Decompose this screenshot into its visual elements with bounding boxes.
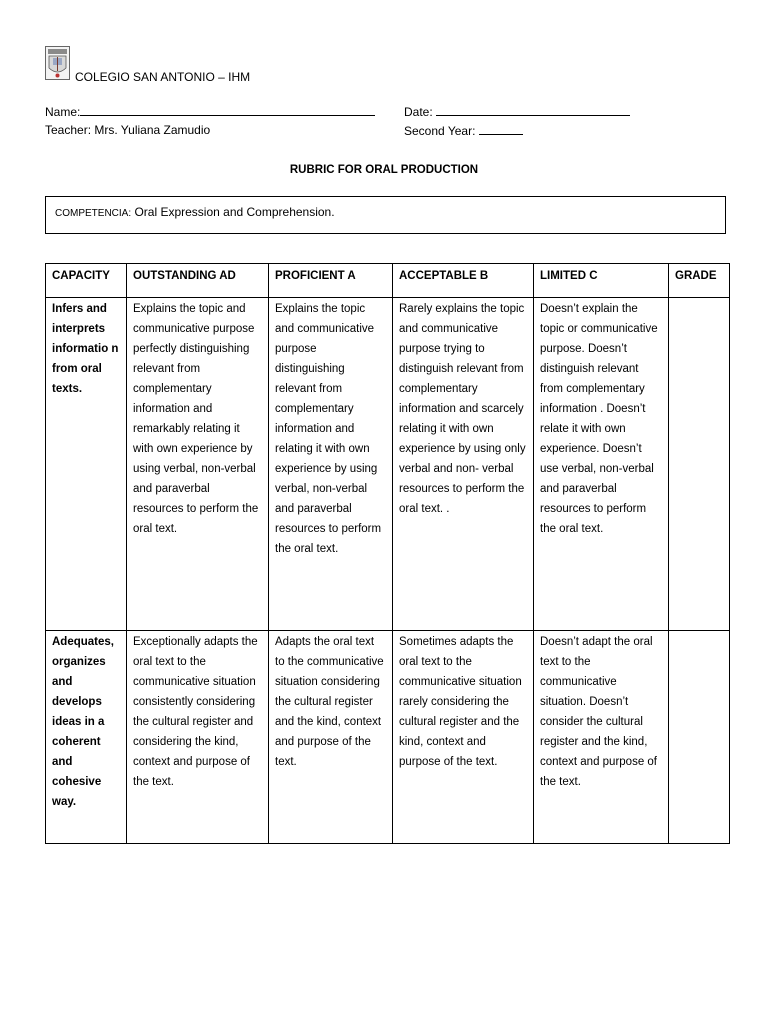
proficient-cell: Explains the topic and communicative purpose distinguishing relevant from complementary information and relating it with own experience by using verbal, non-verbal and paraverbal resources to perform the oral text. xyxy=(269,298,393,631)
name-label: Name: xyxy=(45,105,81,119)
document-title: RUBRIC FOR ORAL PRODUCTION xyxy=(289,164,479,176)
outstanding-cell: Explains the topic and communicative purpose perfectly distinguishing relevant from complementary information and remarkably relating it with own experience by using verbal, non-verbal and paraverbal resources to perform the oral text. xyxy=(127,298,269,631)
school-crest-logo xyxy=(45,46,70,80)
date-label: Date: xyxy=(404,105,433,119)
year-field xyxy=(404,123,523,138)
year-label: Second Year: xyxy=(404,124,476,138)
header-limited: LIMITED C xyxy=(534,264,669,298)
capacity-cell: Infers and interprets informatio n from oral texts. xyxy=(46,298,127,631)
name-field xyxy=(45,104,375,119)
grade-cell[interactable] xyxy=(669,298,730,631)
acceptable-cell: Rarely explains the topic and communicative purpose trying to distinguish relevant from complementary information and scarcely relating it with own experience by using only verbal and non- verbal resources to perform the oral text. . xyxy=(393,298,534,631)
table-row xyxy=(46,298,730,631)
table-header-row xyxy=(46,264,730,298)
teacher-line: Teacher: Mrs. Yuliana Zamudio xyxy=(45,123,211,137)
acceptable-cell: Sometimes adapts the oral text to the communicative situation rarely considering the cultural register and the kind, context and purpose of the text. xyxy=(393,631,534,844)
outstanding-cell: Exceptionally adapts the oral text to the communicative situation consistently considering the cultural register and considering the kind, context and purpose of the text. xyxy=(127,631,269,844)
header-grade: GRADE xyxy=(669,264,730,298)
grade-cell[interactable] xyxy=(669,631,730,844)
competencia-text: Oral Expression and Comprehension. xyxy=(131,205,335,219)
date-field xyxy=(404,104,630,119)
year-blank-line[interactable] xyxy=(479,123,523,135)
rubric-table xyxy=(45,263,730,844)
competencia-label: COMPETENCIA: xyxy=(55,208,132,219)
date-blank-line[interactable] xyxy=(436,104,630,116)
header-acceptable: ACCEPTABLE B xyxy=(393,264,534,298)
proficient-cell: Adapts the oral text to the communicative situation considering the cultural register and the kind, context and purpose of the text. xyxy=(269,631,393,844)
header-proficient: PROFICIENT A xyxy=(269,264,393,298)
competencia-box xyxy=(45,196,726,234)
capacity-cell: Adequates, organizes and develops ideas in a coherent and cohesive way. xyxy=(46,631,127,844)
header-capacity: CAPACITY xyxy=(46,264,127,298)
name-blank-line[interactable] xyxy=(80,104,375,116)
school-name: COLEGIO SAN ANTONIO – IHM xyxy=(75,70,251,84)
header-outstanding: OUTSTANDING AD xyxy=(127,264,269,298)
limited-cell: Doesn’t explain the topic or communicative purpose. Doesn’t distinguish relevant from complementary information . Doesn’t relate it with own experience. Doesn’t use verbal, non-verbal and paraverbal resources to perform the oral text. xyxy=(534,298,669,631)
table-row xyxy=(46,631,730,844)
limited-cell: Doesn’t adapt the oral text to the communicative situation. Doesn’t consider the cultural register and the kind, context and purpose of the text. xyxy=(534,631,669,844)
